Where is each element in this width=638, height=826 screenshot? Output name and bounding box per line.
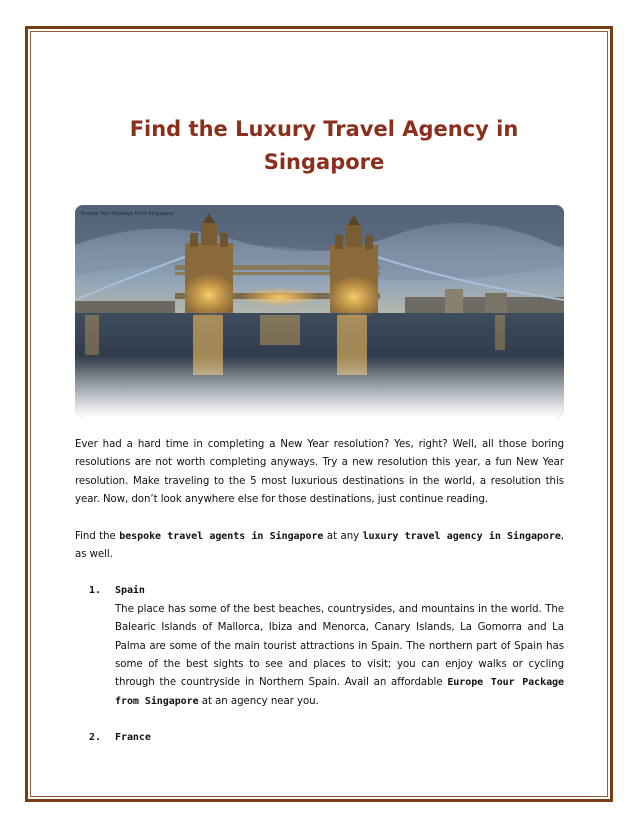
list-item	[75, 582, 564, 711]
article-body	[75, 436, 564, 748]
list-text	[115, 601, 564, 711]
list-number: 1.	[89, 585, 101, 597]
list-heading: France	[115, 732, 151, 744]
find-bold-2: luxury travel agency in Singapore	[362, 530, 561, 542]
list-text-pre: The place has some of the best beaches, countrysides, and mountains in the world. The Balearic Islands of Mallorca, Ibiza and Menorca, Canary Islands, La Gomorra and La Palma are some of the main tourist attractions in Spain. The northern part of Spain has some of the best sights to see and places to visit; you can enjoy walks or cycling through the countryside in Northern Spain. Avail an affordable	[115, 603, 564, 689]
hero-image	[75, 205, 564, 417]
find-text-post: , as well.	[75, 530, 564, 561]
find-paragraph	[75, 528, 564, 565]
destination-list	[75, 582, 564, 747]
list-text-bold: Europe Tour Package from Singapore	[115, 677, 564, 707]
list-text-post: at an agency near you.	[198, 695, 319, 707]
find-text-mid: at any	[323, 530, 363, 542]
hero-caption: Europe Tour Package From Singapore	[81, 211, 174, 217]
list-number: 2.	[89, 732, 101, 744]
page-title: Find the Luxury Travel Agency in Singapore	[129, 117, 519, 174]
find-bold-1: bespoke travel agents in Singapore	[119, 530, 324, 542]
intro-paragraph: Ever had a hard time in completing a New Year resolution? Yes, right? Well, all those boring resolutions are not worth completing anyways. Try a new resolution this year, a fun New Year resolution. Make traveling to the 5 most luxurious destinations in the world, a resolution this year. Now, don’t look anywhere else for those destinations, just continue reading.	[75, 439, 564, 506]
list-item	[75, 729, 564, 747]
list-heading: Spain	[115, 585, 145, 597]
tower-bridge-photo	[75, 205, 564, 417]
find-text-pre: Find the	[75, 530, 120, 542]
